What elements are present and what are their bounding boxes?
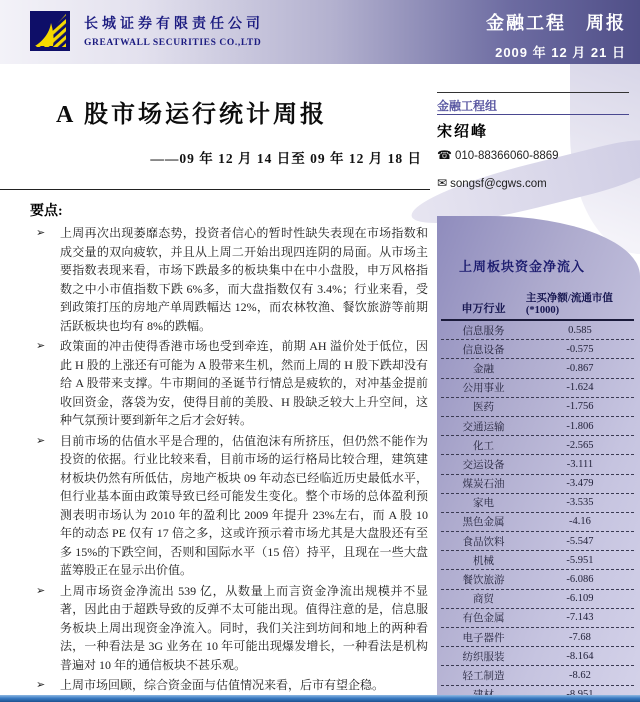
table-row — [441, 609, 634, 628]
value-cell: -6.109 — [566, 593, 594, 605]
keypoints-list — [30, 224, 428, 698]
keypoints-heading: 要点: — [30, 204, 63, 219]
bullet-arrow-icon: ➢ — [36, 227, 46, 239]
industry-cell: 煤炭石油 — [462, 479, 505, 491]
value-cell: -0.575 — [566, 343, 594, 355]
company-name-block — [84, 13, 264, 48]
table-row — [441, 455, 634, 474]
table-row — [441, 570, 634, 589]
phone-number: 010-88366060-8869 — [454, 150, 559, 162]
industry-cell: 金融 — [472, 363, 494, 375]
value-cell: -1.806 — [566, 420, 594, 432]
phone-icon: ☎ — [437, 148, 452, 162]
table-row — [441, 340, 634, 359]
industry-cell: 交运设备 — [462, 459, 505, 471]
value-cell: 0.585 — [568, 324, 592, 336]
value-cell: -7.143 — [566, 612, 594, 624]
industry-cell: 餐饮旅游 — [462, 575, 505, 587]
table-row — [441, 436, 634, 455]
value-cell: -5.547 — [566, 535, 594, 547]
table-row — [441, 628, 634, 647]
industry-cell: 黑色金属 — [462, 517, 505, 529]
table-row — [441, 532, 634, 551]
keypoint-text: 上周市场资金净流出 539 亿，从数量上而言资金净流出规模并不显著，因此由于超跌导致的反弹不太可能出现。值得注意的是，信息服务板块上周出现资金净流入。同时，我们关注到坊间和地上的两种看法，一种看法是 3G 业务在 10 年可能出现爆发增长，一种看法是机构普遍对 10 年的通信板块不甚乐观。 — [60, 583, 428, 672]
envelope-icon: ✉ — [437, 176, 448, 190]
keypoint-item — [30, 582, 428, 675]
industry-cell: 有色金属 — [462, 613, 505, 625]
table-row — [441, 475, 634, 494]
table-row — [441, 590, 634, 609]
team-name: 金融工程组 — [437, 99, 498, 113]
company-name-en: GREATWALL SECURITIES CO.,LTD — [84, 38, 262, 48]
keypoint-text: 政策面的冲击使得香港市场也受到牵连，前期 AH 溢价处于低位，因此 H 股的上涨还有可能为 A 股带来生机，然而上周的 H 股下跌却没有给 A 股带来支撑。牛市期间的圣诞节行情总是疲软的，对冲基金提前收回资金，落袋为安，使得目前的美股、H 股缺乏较大上升空间，这种气氛预计要到新年之后才会好转。 — [60, 339, 428, 427]
industry-cell: 家电 — [472, 498, 494, 510]
header-band — [0, 0, 640, 64]
author-phone — [437, 148, 559, 162]
bullet-arrow-icon: ➢ — [36, 584, 46, 597]
value-cell: -8.164 — [566, 650, 594, 662]
author-name: 宋绍峰 — [437, 124, 489, 140]
keypoint-item — [30, 224, 428, 335]
value-cell: -3.535 — [566, 497, 594, 509]
fund-flow-table-title: 上周板块资金净流入 — [459, 259, 586, 274]
value-cell: -2.565 — [566, 439, 594, 451]
fund-flow-table-header — [441, 290, 634, 316]
industry-cell: 信息设备 — [462, 344, 505, 356]
value-cell: -8.62 — [569, 669, 591, 681]
greatwall-logo-icon — [30, 11, 70, 51]
table-row — [441, 551, 634, 570]
keypoint-text: 目前市场的估值水平是合理的，估值泡沫有所挤压，但仍然不能作为投资的依据。行业比较来看，目前市场的运行格局比较合理，建筑建材板块仍然有所低估，房地产板块 09 年动态已经临近历史最低水平，但行业基本面由政策导致已经可能发生变化。整个市场的总体盈利预测表明市场认为 2010 年的盈利比 2009 年提升 23%左右，而 A 股 10 年的动态 PE 仅有 17 倍之多，这或许预示着市场尤其是大盘股还有至多 15%的下跌空间，否则和国际水平（15 倍）持平，且现在一些大盘蓝筹股正在显示出价值。 — [60, 433, 428, 577]
table-row — [441, 398, 634, 417]
industry-cell: 商贸 — [472, 594, 494, 606]
industry-cell: 纺织服装 — [462, 651, 505, 663]
value-cell: -3.479 — [566, 478, 594, 490]
table-row — [441, 379, 634, 398]
keypoint-item — [30, 337, 428, 430]
contact-mid-rule — [437, 114, 629, 115]
fund-flow-rows — [441, 321, 634, 702]
table-row — [441, 321, 634, 340]
page-title: A 股市场运行统计周报 — [56, 102, 328, 128]
value-cell: -4.16 — [569, 516, 591, 528]
keypoint-item — [30, 676, 428, 695]
col-netbuy-header: 主买净额/流通市值(*1000) — [525, 293, 613, 316]
value-cell: -1.756 — [566, 401, 594, 413]
table-row — [441, 647, 634, 666]
report-type-label: 金融工程 周报 — [486, 13, 626, 33]
page-subtitle: ——09 年 12 月 14 日至 09 年 12 月 18 日 — [150, 151, 422, 166]
table-row — [441, 417, 634, 436]
keypoint-text: 上周市场回顾，综合资金面与估值情况来看，后市有望企稳。 — [60, 678, 385, 692]
value-cell: -6.086 — [566, 574, 594, 586]
table-row — [441, 359, 634, 378]
value-cell: -5.951 — [566, 554, 594, 566]
col-industry-header: 申万行业 — [461, 303, 506, 315]
industry-cell: 化工 — [472, 440, 494, 452]
title-divider — [0, 189, 430, 190]
industry-cell: 信息服务 — [462, 325, 505, 337]
value-cell: -7.68 — [569, 631, 591, 643]
industry-cell: 食品饮料 — [462, 536, 505, 548]
value-cell: -1.624 — [566, 382, 594, 394]
keypoint-item — [30, 432, 428, 580]
author-email — [437, 176, 547, 190]
industry-cell: 轻工制造 — [462, 670, 505, 682]
company-name-cn: 长城证券有限责任公司 — [84, 17, 264, 32]
report-date: 2009 年 12 月 21 日 — [495, 45, 626, 60]
table-row — [441, 494, 634, 513]
bullet-arrow-icon: ➢ — [36, 679, 46, 691]
industry-cell: 机械 — [472, 555, 494, 567]
contact-top-rule — [437, 92, 629, 93]
industry-cell: 医药 — [472, 402, 494, 414]
footer-bar — [0, 695, 640, 702]
report-meta — [486, 9, 626, 61]
bullet-arrow-icon: ➢ — [36, 340, 46, 352]
fund-flow-panel — [437, 216, 640, 696]
table-row — [441, 513, 634, 532]
value-cell: -0.867 — [566, 362, 594, 374]
table-row — [441, 666, 634, 685]
email-address: songsf@cgws.com — [450, 178, 547, 190]
industry-cell: 公用事业 — [462, 383, 505, 395]
keypoint-text: 上周再次出现萎靡态势，投资者信心的暂时性缺失表现在市场指数和成交量的双向疲软，并且从上周二开始出现四连阴的局面。从市场主要指数表现来看，市场下跌最多的板块集中在中小盘股，申万风格指数之中小市值指数下跌 6%多，而大盘指数仅有 3.4%；行业来看，受到政策打压的房地产单周跌幅达 12%，而农林牧渔、餐饮旅游等前期活跃板块也均有 8%的跌幅。 — [60, 226, 428, 333]
value-cell: -3.111 — [566, 458, 594, 470]
industry-cell: 交通运输 — [462, 421, 505, 433]
industry-cell: 电子器件 — [462, 632, 505, 644]
bullet-arrow-icon: ➢ — [36, 434, 46, 447]
